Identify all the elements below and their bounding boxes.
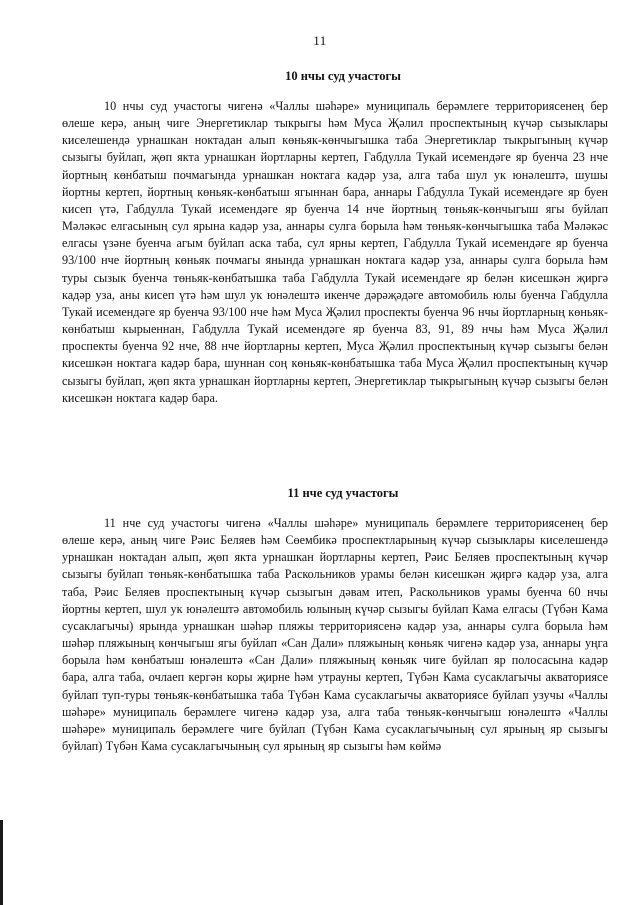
section-paragraph: 10 нчы суд участогы чигенә «Чаллы шәһәре» муниципаль берәмлеге территориясенең бер өлеше керә, аның чиге Энергетиклар тыкрыгы һәм Муса Җәлил проспектының күчәр сызыклары киселешендә урнашкан ноктадан алып көньяк-көнчыгышка таба Энергетиклар тыкрыгының күчәр сызыгы буйлап, җөп якта урнашкан йортларны кертеп, Габдулла Тукай исемендәге яр буенча 23 нче йортның көнбатыш почмагында урнашкан ноктага кадәр уза, алга таба шул ук юнәлештә, шушы йортны кертеп, йортның көньяк-көнбатыш ягыннан бара, аннары Габдулла Тукай исемендәге яр буен кисеп үтә, Габдулла Тукай исемендәге яр буенча 14 нче йортның төньяк-көнчыгыш ягы буйлап Мәләкәс елгасының сул ярына кадәр уза, аннары сулга борыла һәм төньяк-көнчыгышка таба Мәләкәс елгасы үзәне буенча агым буйлап аска таба, сул ярны кертеп, Габдулла Тукай исемендәге яр буенча 93/100 нче йортның көньяк почмагы янында урнашкан ноктага кадәр уза, аннары сулга борыла һәм туры сызык буенча төньяк-көнбатышка таба Габдулла Тукай исемендәге яр белән кисешкән җиргә кадәр уза, аны кисеп үтә һәм шул ук юнәлештә икенче дәрәҗәдәге автомобиль юлы буенча Габдулла Тукай исемендәге яр буенча 93/100 нче һәм Муса Җәлил проспекты буенча 96 нчы йортларның көньяк-көнбатыш кырыеннан, Габдулла Тукай исемендәге яр буенча 83, 91, 89 нчы һәм Муса Җәлил проспекты буенча 92 нче, 88 нче йортларны кертеп, Муса Җәлил проспектының күчәр сызыгы белән кисешкән ноктага кадәр бара, шуннан соң көньяк-көнбатышка таба Муса Җәлил проспектының күчәр сызыгы буйлап, җөп якта урнашкан йортларны кертеп, Энергетиклар тыкрыгының күчәр сызыгы белән кисешкән ноктага кадәр бара. bbox=[62, 99, 608, 405]
section-heading: 11 нче суд участогы bbox=[287, 486, 399, 500]
page-number: 11 bbox=[313, 33, 327, 48]
section-paragraph: 11 нче суд участогы чигенә «Чаллы шәһәре» муниципаль берәмлеге территориясенең бер өлеше керә, аның чиге Рәис Беляев һәм Сөембикә проспектларының күчәр сызыклары киселешендә урнашкан ноктадан алып, җөп якта урнашкан йортларны кертеп, Рәис Беляев проспектының күчәр сызыгы буйлап төньяк-көнбатышка таба Раскольников урамы белән кисешкән җиргә кадәр уза, алга таба, Рәис Беляев проспектының күчәр сызыгын дәвам итеп, Раскольников урамы буенча 60 нчы йортны кертеп, шул ук юнәлештә автомобиль юлының күчәр сызыгы буйлап Кама елгасы (Түбән Кама сусаклагычы) ярында урнашкан шәһәр пляжы территориясенә кадәр уза, аннары сулга борыла һәм шәһәр пляжының көнчыгыш ягы буйлап «Сан Дали» пляжының көньяк чигенә кадәр уза, аннары уңга борыла һәм көнбатыш юнәлештә «Сан Дали» пляжының көньяк чиге буйлап яр полосасына кадәр бара, алга таба, очлаеп кергән коры җирне һәм утрауны кертеп, Түбән Кама сусаклагычы акваториясе буйлап туп-туры төньяк-көнбатышка таба Түбән Кама сусаклагычы акваториясе буйлап узучы «Чаллы шәһәре» муниципаль берәмлеге чигенә кадәр уза, алга таба төньяк-көнчыгыш юнәлештә «Чаллы шәһәре» муниципаль берәмлеге чиге буйлап (Түбән Кама сусаклагычының сул ярының яр сызыгы буйлап) Түбән Кама сусаклагычының сул ярының яр сызыгы һәм көймә bbox=[62, 516, 608, 754]
section-heading: 10 нчы суд участогы bbox=[285, 69, 401, 83]
court-district-section bbox=[62, 485, 608, 755]
court-district-section bbox=[62, 68, 608, 407]
scan-edge-mark bbox=[0, 820, 3, 905]
